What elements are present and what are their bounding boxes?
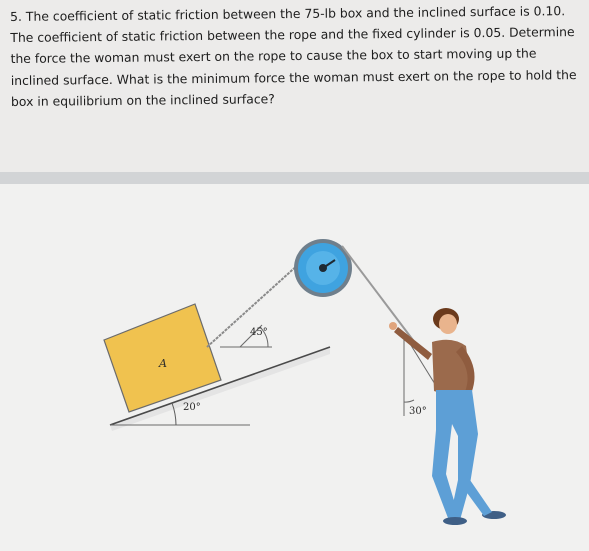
problem-text: The coefficient of static friction between the 75-lb box and the inclined surface is 0.10. The coefficient of static friction between the rope and the fixed cylinder is 0.05. Determine the force the woman must exert on the rope to cause the box to start moving up the inclined surface. What is the minimum force the woman must exert on the rope to hold the box in equilibrium on the inclined surface? <box>10 3 577 109</box>
rope-angle-label: 45° <box>250 327 268 338</box>
separator-band <box>0 172 589 184</box>
problem-number: 5. <box>10 8 23 24</box>
problem-statement <box>10 0 583 112</box>
box-label: A <box>159 357 167 370</box>
incline-angle-label: 20° <box>183 402 201 413</box>
mechanics-figure <box>0 184 589 551</box>
woman-figure <box>389 308 506 525</box>
woman-angle-label: 30° <box>409 406 427 417</box>
rope-angle-marker <box>220 325 272 347</box>
figure-area <box>0 184 589 551</box>
